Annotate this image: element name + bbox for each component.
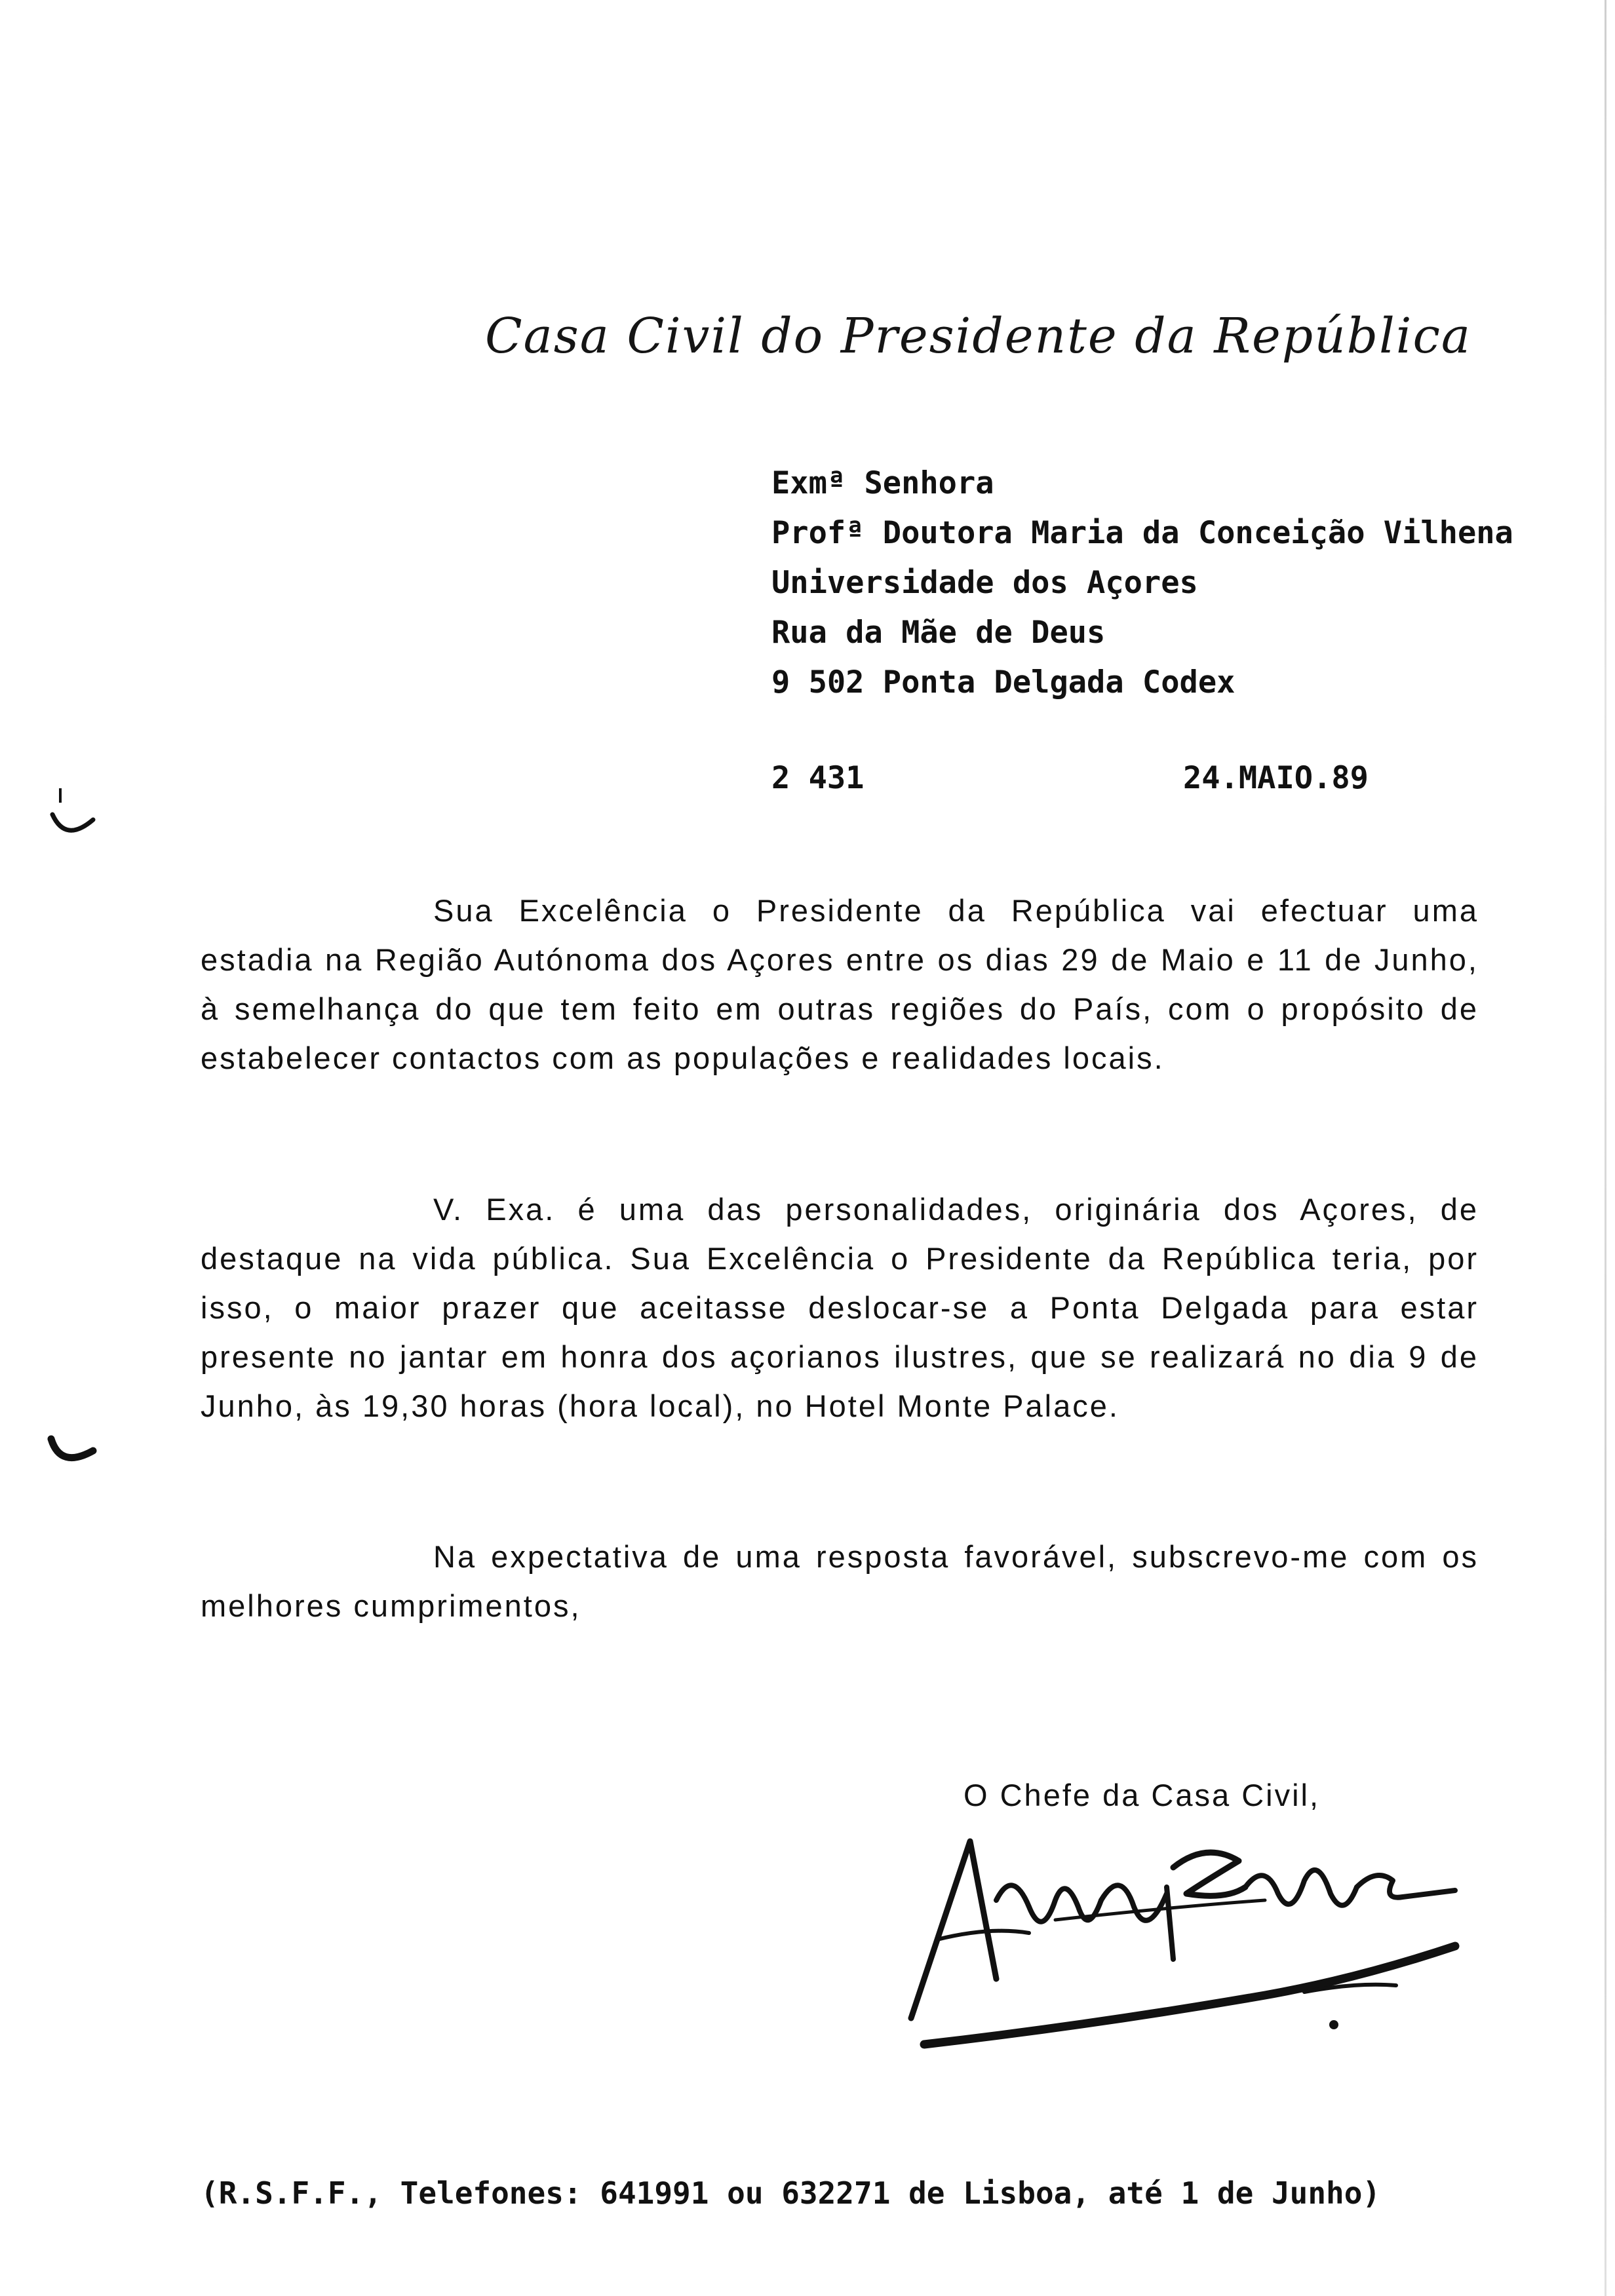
closing-title: O Chefe da Casa Civil, [963,1778,1321,1812]
page-edge-line [1605,0,1606,2296]
recipient-line-salutation: Exmª Senhora [771,465,994,501]
recipient-line-city: 9 502 Ponta Delgada Codex [771,664,1236,700]
letterhead: Casa Civil do Presidente da República [485,308,1472,364]
paragraph-1-text: Sua Excelência o Presidente da República vai efectuar uma estadia na Região Autónoma dos Açores entre os dias 29 de Maio e 11 de Junho, à semelhança do que tem feito em outras regiões do País, com o propósito de estabelecer contactos com as populações e realidades locais. [201,893,1479,1075]
margin-punch-mark-top [46,783,98,849]
margin-punch-mark-bottom [46,1428,98,1481]
paragraph-1 [201,886,1479,1082]
reference-number: 2 431 [771,760,865,796]
handwritten-signature [898,1828,1462,2064]
recipient-address [771,459,1513,708]
paragraph-2 [201,1185,1479,1430]
recipient-line-street: Rua da Mãe de Deus [771,615,1106,651]
recipient-line-institution: Universidade dos Açores [771,565,1198,601]
paragraph-2-text: V. Exa. é uma das personalidades, originária dos Açores, de destaque na vida pública. Sua Excelência o Presidente da República teria, por isso, o maior prazer que aceitasse deslocar-se a Ponta Delgada para estar presente no jantar em honra dos açorianos ilustres, que se realizará no dia 9 de Junho, às 19,30 horas (hora local), no Hotel Monte Palace. [201,1192,1479,1423]
paragraph-3-text: Na expectativa de uma resposta favorável, subscrevo-me com os melhores cumprimentos, [201,1539,1479,1623]
paragraph-3 [201,1532,1479,1630]
letter-date: 24.MAIO.89 [1183,760,1369,796]
footer-rsvp-note: (R.S.F.F., Telefones: 641991 ou 632271 de Lisboa, até 1 de Junho) [201,2175,1381,2211]
recipient-line-name: Profª Doutora Maria da Conceição Vilhena [771,515,1513,551]
